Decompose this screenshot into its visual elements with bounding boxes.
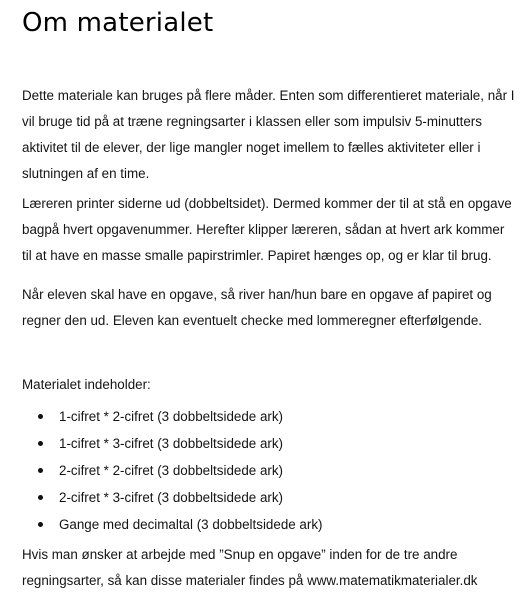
text-line: bagpå hvert opgavenummer. Herefter klipper læreren, sådan at hvert ark kommer [22,222,505,237]
printing-paragraph [22,191,512,269]
list-item-text: 1-cifret * 3-cifret (3 dobbeltsidede ark) [59,436,284,451]
bullet-icon [38,495,43,500]
outro-paragraph [22,542,512,594]
text-line: Når eleven skal have en opgave, så river han/hun bare en opgave af papiret og [22,287,492,302]
bullet-icon [38,441,43,446]
list-item [38,484,323,511]
intro-paragraph [22,83,515,187]
list-item [38,511,323,538]
bullet-icon [38,468,43,473]
list-item [38,457,323,484]
text-line: slutningen af en time. [22,166,150,181]
page-title: Om materialet [22,8,214,38]
text-line: til at have en masse smalle papirstrimler. Papiret hænges op, og er klar til brug. [22,248,492,263]
text-line: Hvis man ønsker at arbejde med ”Snup en opgave” inden for de tre andre [22,547,458,562]
text-line: regner den ud. Eleven kan eventuelt checke med lommeregner efterfølgende. [22,313,483,328]
text-line: Materialet indeholder: [22,377,151,392]
list-item-text: 2-cifret * 3-cifret (3 dobbeltsidede ark) [59,490,284,505]
text-line: vil bruge tid på at træne regningsarter i klassen eller som impulsiv 5-minutters [22,114,482,129]
text-line: aktivitet til de elever, der lige mangler noget imellem to fælles aktiviteter eller i [22,140,481,155]
list-item-text: 1-cifret * 2-cifret (3 dobbeltsidede ark) [59,409,284,424]
text-line: regningsarter, så kan disse materialer findes på www.matematikmaterialer.dk [22,573,478,588]
contents-heading [22,372,512,398]
list-item-text: Gange med decimaltal (3 dobbeltsidede ark) [59,517,323,532]
contents-list [38,403,323,538]
list-item [38,403,323,430]
text-line: Læreren printer siderne ud (dobbeltsidet). Dermed kommer der til at stå en opgave [22,196,512,211]
text-line: Dette materiale kan bruges på flere måder. Enten som differentieret materiale, når I [22,88,515,103]
bullet-icon [38,522,43,527]
usage-paragraph [22,282,512,334]
bullet-icon [38,414,43,419]
list-item [38,430,323,457]
list-item-text: 2-cifret * 2-cifret (3 dobbeltsidede ark) [59,463,284,478]
